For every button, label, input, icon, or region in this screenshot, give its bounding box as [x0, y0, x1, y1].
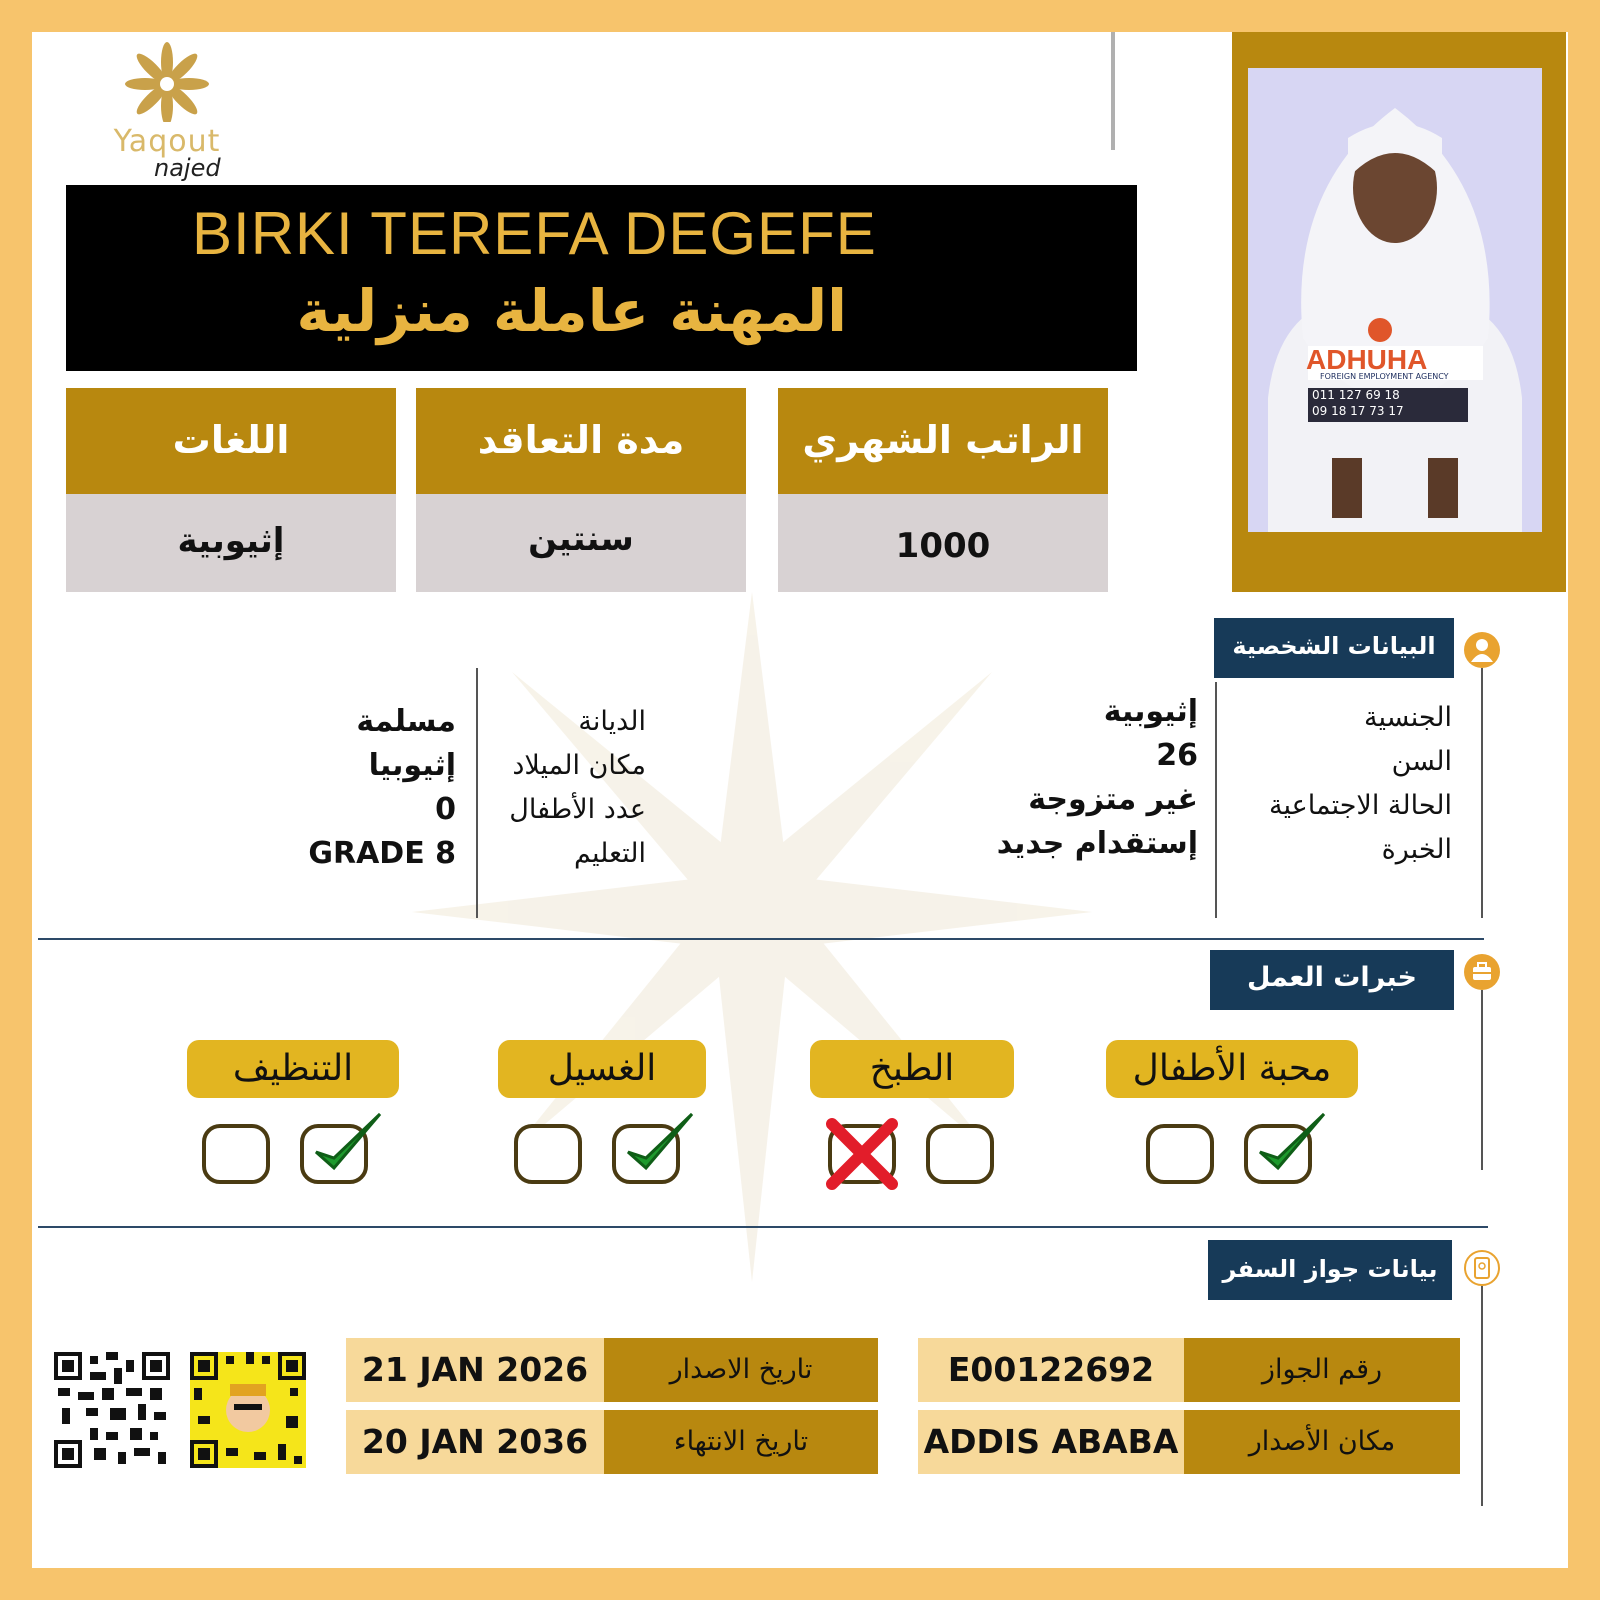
qr-code-icon[interactable] — [54, 1352, 170, 1468]
photo-frame — [1232, 32, 1566, 592]
personal-section-line — [1481, 668, 1483, 918]
personal-values-a — [912, 690, 1198, 866]
cross-icon — [822, 1114, 902, 1194]
personal-values-b — [252, 700, 456, 876]
passport-expiry-label: تاريخ الانتهاء — [604, 1410, 878, 1474]
company-logo — [92, 42, 252, 192]
person-icon — [1464, 632, 1500, 668]
skill-childcare-label: محبة الأطفال — [1106, 1040, 1358, 1098]
birthplace-value: إثيوبيا — [368, 748, 456, 783]
experience-tag: خبرات العمل — [1210, 950, 1454, 1010]
candidate-photo — [1248, 68, 1542, 532]
skill-cooking-label: الطبخ — [810, 1040, 1014, 1098]
passport-section-line — [1481, 1286, 1483, 1506]
check-icon — [612, 1104, 702, 1184]
nationality-label: الجنسية — [1363, 702, 1452, 733]
passport-expiry-value: 20 JAN 2036 — [346, 1410, 604, 1474]
personal-data-tag: البيانات الشخصية — [1214, 618, 1454, 678]
education-label: التعليم — [574, 838, 646, 869]
passport-tag: بيانات جواز السفر — [1208, 1240, 1452, 1300]
nationality-value: إثيوبية — [1103, 694, 1198, 729]
passport-issue-value: 21 JAN 2026 — [346, 1338, 604, 1402]
section-divider-2 — [38, 1226, 1488, 1228]
religion-value: مسلمة — [356, 704, 456, 739]
section-divider-1 — [38, 938, 1484, 940]
children-value: 0 — [435, 792, 456, 827]
name-banner — [66, 185, 1137, 371]
personal-divider-left — [476, 668, 478, 918]
age-value: 26 — [1156, 738, 1198, 773]
logo-subtext: najed — [154, 154, 221, 182]
passport-icon — [1464, 1250, 1500, 1286]
experience-value: إستقدام جديد — [996, 826, 1198, 861]
passport-place-value: ADDIS ABABA — [918, 1410, 1184, 1474]
skill-laundry-label: الغسيل — [498, 1040, 706, 1098]
contract-duration-header: مدة التعاقد — [416, 388, 746, 494]
shirt-brand: ADHUHA — [1306, 344, 1428, 375]
marital-status-label: الحالة الاجتماعية — [1269, 790, 1452, 821]
skill-cleaning-label: التنظيف — [187, 1040, 399, 1098]
shirt-subtext: FOREIGN EMPLOYMENT AGENCY — [1320, 372, 1449, 381]
salary-value: 1000 — [778, 494, 1108, 592]
skill-cleaning-empty-box — [202, 1124, 270, 1184]
skill-cooking-empty-box — [926, 1124, 994, 1184]
contract-duration-value: سنتين — [416, 494, 746, 592]
birthplace-label: مكان الميلاد — [512, 750, 646, 781]
shirt-phone-2: 09 18 17 73 17 — [1312, 404, 1404, 418]
languages-value: إثيوبية — [66, 494, 396, 592]
education-value: GRADE 8 — [308, 836, 456, 871]
briefcase-icon — [1464, 954, 1500, 990]
check-icon — [1244, 1104, 1334, 1184]
logo-wordmark: Yaqout — [113, 124, 221, 159]
experience-label: الخبرة — [1381, 834, 1452, 865]
passport-number-value: E00122692 — [918, 1338, 1184, 1402]
shirt-phone-1: 011 127 69 18 — [1312, 388, 1400, 402]
social-qr-code-icon[interactable] — [190, 1352, 306, 1468]
skill-laundry-empty-box — [514, 1124, 582, 1184]
personal-labels-b — [482, 700, 646, 876]
cv-card — [32, 32, 1568, 1568]
skill-childcare-empty-box — [1146, 1124, 1214, 1184]
check-icon — [300, 1104, 390, 1184]
children-label: عدد الأطفال — [509, 794, 646, 825]
salary-header: الراتب الشهري — [778, 388, 1108, 494]
experience-section-line — [1481, 990, 1483, 1170]
candidate-profession: المهنة عاملة منزلية — [296, 277, 847, 345]
passport-issue-label: تاريخ الاصدار — [604, 1338, 878, 1402]
passport-number-label: رقم الجواز — [1184, 1338, 1460, 1402]
flower-logo-icon — [92, 42, 242, 122]
passport-place-label: مكان الأصدار — [1184, 1410, 1460, 1474]
religion-label: الديانة — [578, 706, 646, 737]
marital-status-value: غير متزوجة — [1028, 782, 1198, 817]
personal-divider-right — [1215, 682, 1217, 918]
languages-header: اللغات — [66, 388, 396, 494]
candidate-name: BIRKI TEREFA DEGEFE — [192, 200, 877, 267]
top-divider — [1111, 32, 1115, 150]
personal-labels-a — [1222, 696, 1452, 872]
age-label: السن — [1391, 746, 1452, 777]
